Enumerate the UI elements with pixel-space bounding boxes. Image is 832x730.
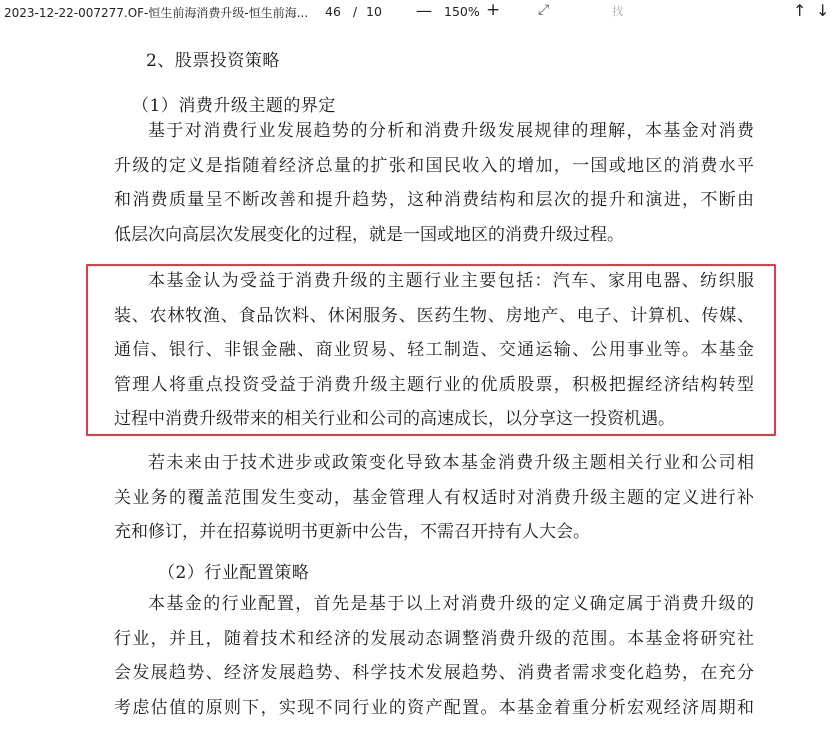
- paragraph-line: 本基金认为受益于消费升级的主题行业主要包括：汽车、家用电器、纺织服: [148, 271, 754, 291]
- paragraph-line: 若未来由于技术进步或政策变化导致本基金消费升级主题相关行业和公司相: [148, 453, 754, 473]
- document-title: 2023-12-22-007277.OF-恒生前海消费升级-恒生前海...: [4, 6, 309, 20]
- paragraph-4: [114, 587, 754, 725]
- section-heading: 2、股票投资策略: [146, 51, 280, 71]
- paragraph-line: 基于对消费行业发展趋势的分析和消费升级发展规律的理解，本基金对消费: [148, 121, 754, 141]
- page-navigator: [322, 4, 382, 19]
- next-match-button[interactable]: [816, 1, 829, 20]
- plus-icon: +: [486, 0, 501, 20]
- arrow-down-icon: ↓: [816, 1, 830, 20]
- subsection-heading-1: （1）消费升级主题的界定: [132, 96, 336, 116]
- minus-icon: —: [416, 1, 432, 20]
- document-page: [0, 24, 832, 730]
- search-input[interactable]: [612, 2, 772, 20]
- current-page-input[interactable]: 46: [325, 4, 341, 19]
- zoom-in-button[interactable]: [486, 0, 500, 20]
- paragraph-line: 会发展趋势、经济发展趋势、科学技术发展趋势、消费者需求变化趋势，在充分: [114, 663, 754, 683]
- paragraph-line: 考虑估值的原则下，实现不同行业的资产配置。本基金着重分析宏观经济周期和: [114, 697, 754, 718]
- highlight-box: [86, 264, 776, 436]
- paragraph-line: 升级的定义是指随着经济总量的扩张和国民收入的增加，一国或地区的消费水平: [114, 155, 754, 176]
- paragraph-line: 充和修订，并在招募说明书更新中公告，不需召开持有人大会。: [114, 522, 590, 542]
- subsection-heading-2: （2）行业配置策略: [158, 563, 310, 583]
- expand-icon: ⤢: [538, 2, 550, 18]
- paragraph-line: 低层次向高层次发展变化的过程，就是一国或地区的消费升级过程。: [114, 224, 624, 245]
- paragraph-1: [114, 114, 754, 252]
- page-separator: /: [352, 4, 358, 19]
- zoom-level[interactable]: 150%: [444, 4, 480, 19]
- arrow-up-icon: ↑: [793, 1, 807, 20]
- paragraph-line: 管理人将重点投资受益于消费升级主题行业的优质股票，积极把握经济结构转型: [114, 374, 754, 395]
- paragraph-line: 关业务的覆盖范围发生变动，基金管理人有权适时对消费升级主题的定义进行补: [114, 487, 754, 508]
- paragraph-line: 本基金的行业配置，首先是基于以上对消费升级的定义确定属于消费升级的: [148, 594, 754, 614]
- zoom-out-button[interactable]: [416, 1, 432, 20]
- expand-button[interactable]: [538, 2, 549, 18]
- paragraph-line: 行业，并且，随着技术和经济的发展动态调整消费升级的范围。本基金将研究社: [114, 628, 754, 649]
- total-pages: 10: [366, 4, 382, 19]
- paragraph-line: 通信、银行、非银金融、商业贸易、轻工制造、交通运输、公用事业等。本基金: [114, 340, 754, 360]
- paragraph-line: 过程中消费升级带来的相关行业和公司的高速成长，以分享这一投资机遇。: [114, 409, 675, 429]
- pdf-toolbar: [0, 0, 832, 24]
- paragraph-3: [114, 446, 754, 550]
- previous-match-button[interactable]: [793, 1, 806, 20]
- paragraph-line: 和消费质量呈不断改善和提升趋势，这种消费结构和层次的提升和演进，不断由: [114, 190, 754, 210]
- paragraph-line: 装、农林牧渔、食品饮料、休闲服务、医药生物、房地产、电子、计算机、传媒、: [114, 305, 754, 326]
